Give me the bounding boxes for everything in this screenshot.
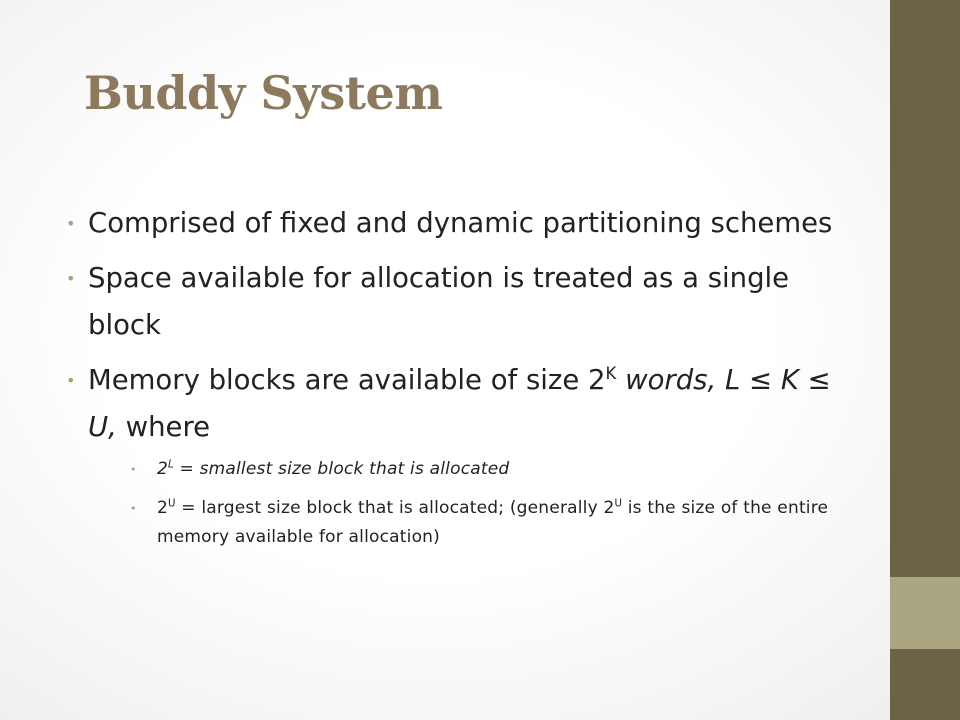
bullet-text-italic: words, L ≤ K ≤ U, (88, 364, 831, 443)
bullet-dot-icon: • (66, 214, 76, 233)
bullet-text-suffix: where (116, 411, 211, 443)
bullet-text: Comprised of fixed and dynamic partitioning schemes (88, 207, 833, 239)
subbullet-item-1 (66, 455, 856, 484)
superscript-k: K (605, 363, 617, 383)
subbullet-base: 2 (157, 459, 169, 479)
subbullet-text-before: = largest size block that is allocated; (generally 2 (175, 498, 615, 518)
bullet-item-1 (66, 200, 856, 247)
bullet-text: Space available for allocation is treated as a single block (88, 262, 790, 341)
superscript-u: U (168, 498, 176, 510)
subbullet-list (66, 455, 856, 552)
bullet-item-3 (66, 357, 856, 451)
subbullet-dot-icon: • (130, 463, 137, 476)
bullet-text-prefix: Memory blocks are available of size 2 (88, 364, 606, 396)
bullet-dot-icon: • (66, 371, 76, 390)
slide-title: Buddy System (84, 66, 443, 120)
superscript-u-2: U (614, 498, 623, 510)
subbullet-text-after: is the size of the entire memory available for allocation) (157, 498, 829, 547)
bullet-dot-icon: • (66, 269, 76, 288)
superscript-l: L (168, 459, 174, 471)
slide-content (66, 200, 856, 562)
subbullet-dot-icon: • (130, 502, 137, 515)
subbullet-base: 2 (157, 498, 169, 518)
subbullet-text: = smallest size block that is allocated (173, 459, 510, 479)
side-accent-block (890, 577, 960, 649)
subbullet-item-2 (66, 494, 856, 552)
bullet-item-2 (66, 255, 856, 349)
